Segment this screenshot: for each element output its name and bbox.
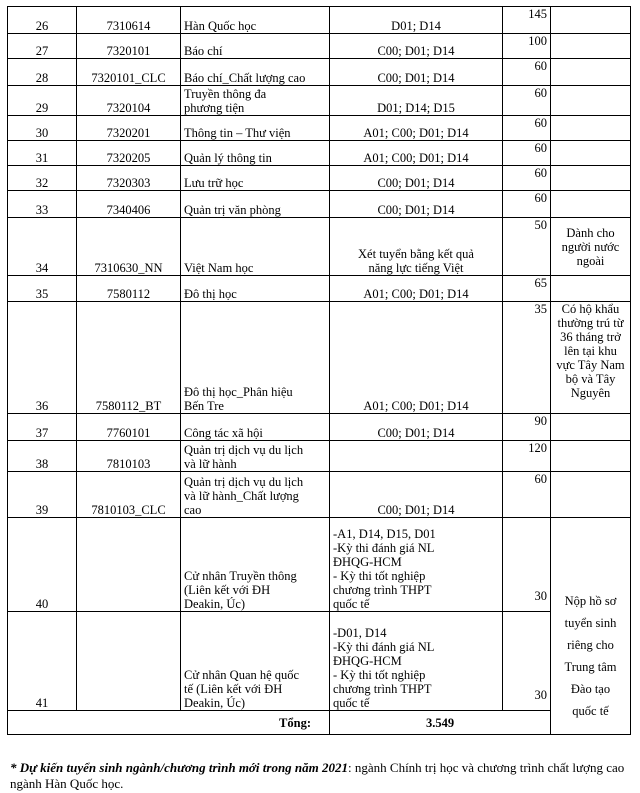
row-major-code [77, 518, 181, 612]
admissions-table [7, 6, 631, 735]
table-row [8, 7, 631, 34]
row-stt: 28 [8, 59, 77, 86]
row-subject-combo [330, 166, 503, 191]
row-major-name [181, 441, 330, 472]
cell-line: -D01, D14 [333, 626, 387, 640]
row-quota: 60 [503, 86, 551, 116]
row-note [551, 116, 631, 141]
row-note [551, 414, 631, 441]
cell-line: C00; D01; D14 [377, 44, 455, 58]
cell-line: Hàn Quốc học [184, 19, 257, 33]
row-quota: 120 [503, 441, 551, 472]
row-note [551, 141, 631, 166]
cell-line: - Kỳ thi tốt nghiệp [333, 668, 426, 682]
row-subject-combo [330, 141, 503, 166]
row-subject-combo [330, 276, 503, 302]
cell-line: A01; C00; D01; D14 [363, 151, 469, 165]
row-major-code: 7580112 [77, 276, 181, 302]
cell-line: Có hộ khẩu [561, 302, 620, 316]
cell-line: Lưu trữ học [184, 176, 244, 190]
row-subject-combo [330, 441, 503, 472]
cell-line: D01; D14; D15 [377, 101, 455, 115]
row-subject-combo [330, 86, 503, 116]
row-quota: 60 [503, 59, 551, 86]
table-row [8, 34, 631, 59]
row-stt: 31 [8, 141, 77, 166]
row-major-code: 7320104 [77, 86, 181, 116]
table-row [8, 441, 631, 472]
table-row [8, 116, 631, 141]
row-quota: 60 [503, 191, 551, 218]
cell-line: ĐHQG-HCM [333, 654, 402, 668]
row-note [551, 86, 631, 116]
row-note [551, 441, 631, 472]
row-major-name [181, 7, 330, 34]
cell-line: Đô thị học_Phân hiệu [184, 385, 293, 399]
cell-line: D01; D14 [391, 19, 441, 33]
row-subject-combo [330, 7, 503, 34]
cell-line: Quản lý thông tin [184, 151, 272, 165]
cell-line: Deakin, Úc) [184, 696, 246, 710]
cell-line: Thông tin – Thư viện [184, 126, 291, 140]
cell-line: A01; C00; D01; D14 [363, 287, 469, 301]
cell-line: Báo chí [184, 44, 223, 58]
cell-line: A01; C00; D01; D14 [363, 399, 469, 413]
table-row [8, 302, 631, 414]
cell-line: Deakin, Úc) [184, 597, 246, 611]
row-stt: 34 [8, 218, 77, 276]
cell-line: (Liên kết với ĐH [184, 583, 271, 597]
cell-line: phương tiện [184, 101, 245, 115]
cell-line: ĐHQG-HCM [333, 555, 402, 569]
row-major-name [181, 166, 330, 191]
cell-line: lên tại khu [564, 344, 617, 358]
cell-line: Cử nhân Quan hệ quốc [184, 668, 300, 682]
row-stt: 27 [8, 34, 77, 59]
cell-line: bộ và Tây [565, 372, 616, 386]
row-quota: 100 [503, 34, 551, 59]
footnote [10, 760, 630, 792]
row-stt: 26 [8, 7, 77, 34]
cell-line: Đô thị học [184, 287, 237, 301]
row-major-code [77, 612, 181, 711]
row-major-code: 7320205 [77, 141, 181, 166]
cell-line: C00; D01; D14 [377, 503, 455, 517]
row-major-code: 7810103_CLC [77, 472, 181, 518]
cell-line: ngoài [576, 253, 605, 268]
row-major-code: 7340406 [77, 191, 181, 218]
row-note-joint [551, 518, 631, 735]
footnote-bold: * Dự kiến tuyển sinh ngành/chương trình mới trong năm 2021 [10, 760, 349, 775]
cell-line: Quản trị dịch vụ du lịch [184, 443, 304, 457]
cell-line: thường trú từ [557, 316, 624, 330]
cell-line: -Kỳ thi đánh giá NL [333, 541, 435, 555]
row-major-name [181, 414, 330, 441]
cell-line: và lữ hành [184, 457, 237, 471]
cell-line: - Kỳ thi tốt nghiệp [333, 569, 426, 583]
cell-line: cao [184, 503, 202, 517]
footnote-rest: : ngành Chính trị học và chương trình chất lượng cao ngành Hàn Quốc học. [10, 760, 625, 791]
cell-line: Quản trị dịch vụ du lịch [184, 475, 304, 489]
cell-line: Dành cho [566, 225, 615, 240]
table-row [8, 414, 631, 441]
cell-line: năng lực tiếng Việt [368, 261, 464, 275]
cell-line: C00; D01; D14 [377, 176, 455, 190]
table-row [8, 86, 631, 116]
cell-line: riêng cho [567, 638, 614, 652]
cell-line: quốc tế [333, 696, 370, 710]
row-stt: 35 [8, 276, 77, 302]
cell-line: Nộp hồ sơ [564, 594, 617, 608]
row-subject-combo [330, 518, 503, 612]
row-note [551, 166, 631, 191]
row-major-code: 7310630_NN [77, 218, 181, 276]
row-subject-combo [330, 59, 503, 86]
cell-line: Trung tâm [564, 660, 617, 674]
cell-line: chương trình THPT [333, 682, 432, 696]
table-row [8, 59, 631, 86]
row-major-name [181, 612, 330, 711]
row-stt: 39 [8, 472, 77, 518]
cell-line: Báo chí_Chất lượng cao [184, 71, 306, 85]
cell-line: C00; D01; D14 [377, 203, 455, 217]
cell-line: người nước [561, 239, 620, 254]
table-row [8, 276, 631, 302]
row-stt: 40 [8, 518, 77, 612]
row-quota: 60 [503, 141, 551, 166]
cell-line: chương trình THPT [333, 583, 432, 597]
row-major-code: 7320303 [77, 166, 181, 191]
cell-line: C00; D01; D14 [377, 71, 455, 85]
row-major-name [181, 34, 330, 59]
cell-line: tuyển sinh [564, 616, 617, 630]
cell-line: -A1, D14, D15, D01 [333, 527, 436, 541]
row-quota: 35 [503, 302, 551, 414]
row-stt: 38 [8, 441, 77, 472]
cell-line: Đào tạo [570, 682, 611, 696]
row-major-name [181, 276, 330, 302]
row-subject-combo [330, 218, 503, 276]
row-subject-combo [330, 302, 503, 414]
row-subject-combo [330, 612, 503, 711]
cell-line: C00; D01; D14 [377, 426, 455, 440]
row-stt: 29 [8, 86, 77, 116]
cell-line: Công tác xã hội [184, 426, 263, 440]
row-major-name [181, 141, 330, 166]
row-major-code: 7580112_BT [77, 302, 181, 414]
row-major-code: 7320101 [77, 34, 181, 59]
total-label: Tổng: [8, 711, 330, 735]
row-quota: 30 [503, 612, 551, 711]
row-subject-combo [330, 191, 503, 218]
table-row [8, 141, 631, 166]
row-stt: 32 [8, 166, 77, 191]
row-major-name [181, 218, 330, 276]
row-note [551, 7, 631, 34]
cell-line: Bến Tre [184, 399, 224, 413]
row-note [551, 472, 631, 518]
row-major-name [181, 302, 330, 414]
row-subject-combo [330, 414, 503, 441]
row-quota: 60 [503, 116, 551, 141]
row-quota: 60 [503, 472, 551, 518]
row-major-code: 7310614 [77, 7, 181, 34]
row-major-name [181, 86, 330, 116]
row-major-code: 7760101 [77, 414, 181, 441]
row-stt: 30 [8, 116, 77, 141]
row-note [551, 59, 631, 86]
cell-line: quốc tế [572, 704, 609, 718]
row-note [551, 34, 631, 59]
row-quota: 50 [503, 218, 551, 276]
table-row [8, 191, 631, 218]
row-major-code: 7810103 [77, 441, 181, 472]
cell-line: Truyền thông đa [184, 87, 267, 101]
cell-line: Xét tuyển bằng kết quả [358, 247, 474, 261]
row-quota: 65 [503, 276, 551, 302]
row-quota: 30 [503, 518, 551, 612]
row-major-name [181, 472, 330, 518]
row-major-code: 7320201 [77, 116, 181, 141]
total-value: 3.549 [330, 711, 551, 735]
row-major-name [181, 116, 330, 141]
cell-line: Việt Nam học [184, 261, 254, 275]
cell-line: 36 tháng trở [560, 330, 621, 344]
cell-line: vực Tây Nam [556, 358, 625, 372]
row-quota: 90 [503, 414, 551, 441]
row-subject-combo [330, 116, 503, 141]
row-subject-combo [330, 34, 503, 59]
table-row [8, 218, 631, 276]
table-row [8, 612, 631, 711]
table-row [8, 166, 631, 191]
total-row [8, 711, 631, 735]
row-note [551, 302, 631, 414]
row-major-name [181, 518, 330, 612]
cell-line: Nguyên [570, 386, 611, 400]
row-major-name [181, 59, 330, 86]
cell-line: quốc tế [333, 597, 370, 611]
cell-line: tế (Liên kết với ĐH [184, 682, 283, 696]
row-note [551, 191, 631, 218]
row-quota: 60 [503, 166, 551, 191]
cell-line: A01; C00; D01; D14 [363, 126, 469, 140]
cell-line: Quản trị văn phòng [184, 203, 281, 217]
row-subject-combo [330, 472, 503, 518]
row-stt: 36 [8, 302, 77, 414]
table-row [8, 472, 631, 518]
row-major-code: 7320101_CLC [77, 59, 181, 86]
row-stt: 37 [8, 414, 77, 441]
cell-line: -Kỳ thi đánh giá NL [333, 640, 435, 654]
row-stt: 41 [8, 612, 77, 711]
row-stt: 33 [8, 191, 77, 218]
cell-line: và lữ hành_Chất lượng [184, 489, 299, 503]
row-quota: 145 [503, 7, 551, 34]
table-row [8, 518, 631, 612]
cell-line: Cử nhân Truyền thông [184, 569, 297, 583]
row-note [551, 218, 631, 276]
row-note [551, 276, 631, 302]
row-major-name [181, 191, 330, 218]
